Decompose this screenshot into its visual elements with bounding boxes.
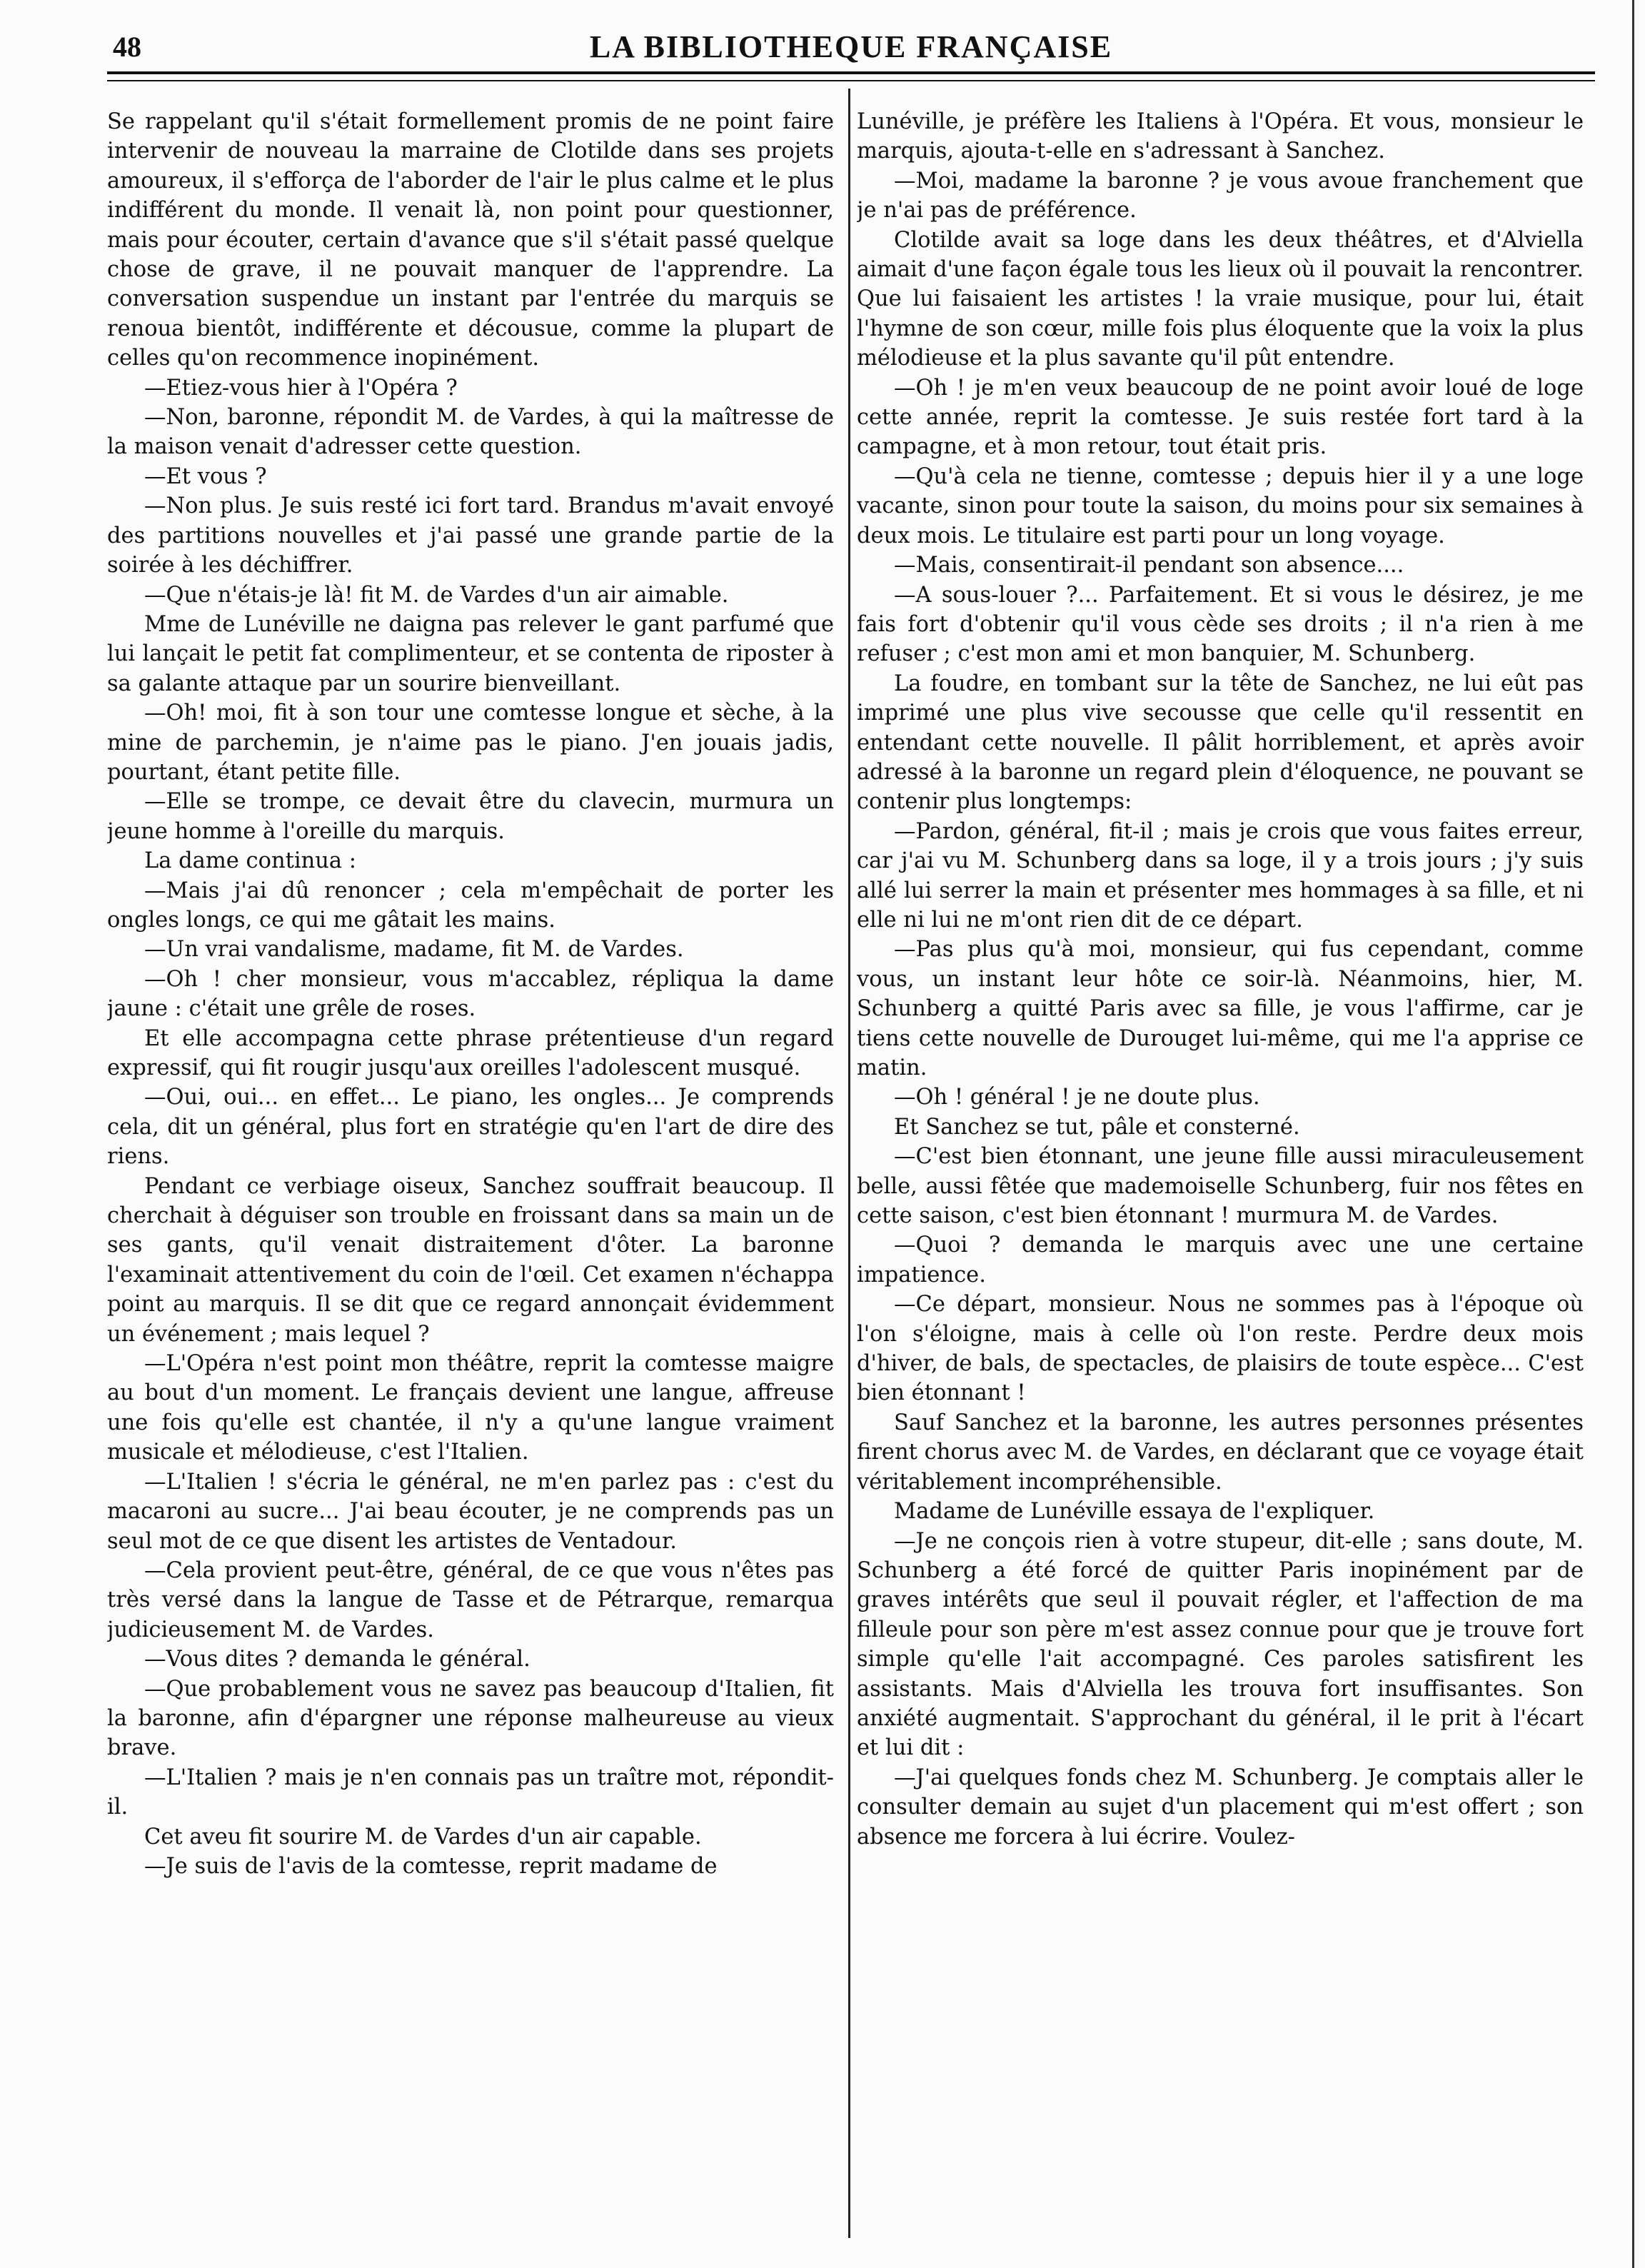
paragraph: —Vous dites ? demanda le général. (144, 1647, 530, 1672)
paragraph: La dame continua : (144, 848, 357, 874)
paragraph: —Oh! moi, fit à son tour une comtesse longue et sèche, à la mine de parchemin, je n'aime pas le piano. J'en jouais jadis, pourtant, étant petite fille. (107, 701, 834, 785)
page-header (107, 26, 1595, 69)
paragraph: —Non, baronne, répondit M. de Vardes, à qui la maîtresse de la maison venait d'adresser cette question. (107, 405, 834, 460)
paragraph: —Quoi ? demanda le marquis avec une une certaine impatience. (857, 1233, 1584, 1288)
paragraph: —Mais j'ai dû renoncer ; cela m'empêchait de porter les ongles longs, ce qui me gâtait les mains. (107, 878, 834, 933)
paragraph: —Qu'à cela ne tienne, comtesse ; depuis hier il y a une loge vacante, sinon pour toute la saison, du moins pour six semaines à deux mois. Le titulaire est parti pour un long voyage. (857, 463, 1584, 548)
paragraph: —Pardon, général, fit-il ; mais je crois que vous faites erreur, car j'ai vu M. Schunberg dans sa loge, il y a trois jours ; j'y suis allé lui serrer la main et présenter mes hommages à sa fille, et ni elle ni lui ne m'ont rien dit de ce départ. (857, 818, 1584, 933)
paragraph: La foudre, en tombant sur la tête de Sanchez, ne lui eût pas imprimé une plus vive secousse que celle qu'il ressentit en entendant cette nouvelle. Il pâlit horriblement, et après avoir adressé à la baronne un regard plein d'éloquence, ne pouvant se contenir plus longtemps: (857, 671, 1584, 815)
left-column (107, 107, 834, 2242)
running-title: LA BIBLIOTHEQUE FRANÇAISE (589, 29, 1113, 64)
paragraph: —Mais, consentirait-il pendant son absence.... (894, 553, 1404, 578)
paragraph: —Oh ! cher monsieur, vous m'accablez, répliqua la dame jaune : c'était une grêle de roses. (107, 966, 834, 1022)
paragraph: —Cela provient peut-être, général, de ce que vous n'êtes pas très versé dans la langue de Tasse et de Pétrarque, remarqua judicieusement M. de Vardes. (107, 1557, 834, 1642)
paragraph: —Oui, oui... en effet... Le piano, les ongles... Je comprends cela, dit un général, plus fort en stratégie qu'en l'art de dire des riens. (107, 1085, 834, 1170)
paragraph: —L'Italien ? mais je n'en connais pas un traître mot, répondit-il. (107, 1765, 834, 1820)
paragraph: —Que n'étais-je là! fit M. de Vardes d'un air aimable. (144, 582, 729, 608)
page-edge-line (1632, 0, 1634, 2268)
paragraph: Et elle accompagna cette phrase prétentieuse d'un regard expressif, qui fit rougir jusqu'aux oreilles l'adolescent musqué. (107, 1025, 834, 1080)
paragraph: —Moi, madame la baronne ? je vous avoue franchement que je n'ai pas de préférence. (857, 168, 1584, 224)
paragraph: —C'est bien étonnant, une jeune fille aussi miraculeusement belle, aussi fêtée que mademoiselle Schunberg, fuir nos fêtes en cette saison, c'est bien étonnant ! murmura M. de Vardes. (857, 1144, 1584, 1229)
paragraph: —A sous-louer ?... Parfaitement. Et si vous le désirez, je me fais fort d'obtenir qu'il vous cède ses droits ; il n'a rien à me refuser ; c'est mon ami et mon banquier, M. Schunberg. (857, 582, 1584, 667)
paragraph: —Et vous ? (144, 463, 267, 489)
paragraph: Mme de Lunéville ne daigna pas relever le gant parfumé que lui lançait le petit fat complimenteur, et se contenta de riposter à sa galante attaque par un sourire bienveillant. (107, 611, 834, 696)
paragraph: —L'Italien ! s'écria le général, ne m'en parlez pas : c'est du macaroni au sucre... J'ai beau écouter, je ne comprends pas un seul mot de ce que disent les artistes de Ventadour. (107, 1469, 834, 1554)
paragraph: —Ce départ, monsieur. Nous ne sommes pas à l'époque où l'on s'éloigne, mais à celle où l'on reste. Perdre deux mois d'hiver, de bals, de spectacles, de plaisirs de toute espèce... C'est bien étonnant ! (857, 1292, 1584, 1406)
paragraph: —Oh ! général ! je ne doute plus. (894, 1085, 1260, 1110)
paragraph: —Elle se trompe, ce devait être du clavecin, murmura un jeune homme à l'oreille du marquis. (107, 789, 834, 844)
paragraph: Lunéville, je préfère les Italiens à l'Opéra. Et vous, monsieur le marquis, ajouta-t-elle en s'adressant à Sanchez. (857, 109, 1584, 164)
paragraph: —Non plus. Je suis resté ici fort tard. Brandus m'avait envoyé des partitions nouvelles et j'ai passé une grande partie de la soirée à les déchiffrer. (107, 493, 834, 578)
page-number: 48 (113, 31, 141, 63)
paragraph: —Un vrai vandalisme, madame, fit M. de Vardes. (144, 937, 684, 963)
paragraph: —Je suis de l'avis de la comtesse, reprit madame de (144, 1853, 718, 1879)
column-divider (848, 89, 850, 2238)
paragraph: —L'Opéra n'est point mon théâtre, reprit la comtesse maigre au bout d'un moment. Le français devient une langue, affreuse une fois qu'elle est chantée, il n'y a qu'une langue vraiment musicale et mélodieuse, c'est l'Italien. (107, 1351, 834, 1465)
paragraph: —Etiez-vous hier à l'Opéra ? (144, 375, 458, 401)
paragraph: —J'ai quelques fonds chez M. Schunberg. Je comptais aller le consulter demain au sujet d'un placement qui m'est offert ; son absence me forcera à lui écrire. Voulez- (857, 1765, 1584, 1850)
paragraph: Clotilde avait sa loge dans les deux théâtres, et d'Alviella aimait d'une façon égale tous les lieux où il pouvait la rencontrer. Que lui faisaient les artistes ! la vraie musique, pour lui, était l'hymne de son cœur, mille fois plus éloquente que la voix la plus mélodieuse et la plus savante qu'il pût entendre. (857, 227, 1584, 371)
paragraph: Pendant ce verbiage oiseux, Sanchez souffrait beaucoup. Il cherchait à déguiser son trouble en froissant dans sa main un de ses gants, qu'il venait distraitement d'ôter. La baronne l'examinait attentivement du coin de l'œil. Cet examen n'échappa point au marquis. Il se dit que ce regard annonçait évidemment un événement ; mais lequel ? (107, 1173, 834, 1347)
paragraph: —Que probablement vous ne savez pas beaucoup d'Italien, fit la baronne, afin d'épargner une réponse malheureuse au vieux brave. (107, 1676, 834, 1761)
paragraph: Se rappelant qu'il s'était formellement promis de ne point faire intervenir de nouveau la marraine de Clotilde dans ses projets amoureux, il s'efforça de l'aborder de l'air le plus calme et le plus indifférent du monde. Il venait là, non point pour questionner, mais pour écouter, certain d'avance que s'il s'était passé quelque chose de grave, il ne pouvait manquer de l'apprendre. La conversation suspendue un instant par l'entrée du marquis se renoua bientôt, indifférente et décousue, comme la plupart de celles qu'on recommence inopinément. (107, 109, 834, 371)
paragraph: —Oh ! je m'en veux beaucoup de ne point avoir loué de loge cette année, reprit la comtesse. Je suis restée fort tard à la campagne, et à mon retour, tout était pris. (857, 375, 1584, 460)
paragraph: Cet aveu fit sourire M. de Vardes d'un air capable. (144, 1824, 702, 1850)
paragraph: Sauf Sanchez et la baronne, les autres personnes présentes firent chorus avec M. de Vardes, en déclarant que ce voyage était véritablement incompréhensible. (857, 1410, 1584, 1495)
right-column (857, 107, 1584, 2242)
paragraph: —Je ne conçois rien à votre stupeur, dit-elle ; sans doute, M. Schunberg a été forcé de quitter Paris inopinément par de graves intérêts que seul il pouvait régler, et l'affection de ma filleule pour son père m'est assez connue pour que je trouve fort simple qu'elle l'ait accompagné. Ces paroles satisfirent les assistants. Mais d'Alviella les trouva fort insuffisantes. Son anxiété augmentait. S'approchant du général, il le prit à l'écart et lui dit : (857, 1528, 1584, 1761)
paragraph: —Pas plus qu'à moi, monsieur, qui fus cependant, comme vous, un instant leur hôte ce soir-là. Néanmoins, hier, M. Schunberg a quitté Paris avec sa fille, je vous l'affirme, car je tiens cette nouvelle de Durouget lui-même, qui me l'a apprise ce matin. (857, 937, 1584, 1080)
header-rule (107, 71, 1595, 81)
paragraph: Madame de Lunéville essaya de l'expliquer. (894, 1499, 1375, 1525)
paragraph: Et Sanchez se tut, pâle et consterné. (894, 1114, 1300, 1140)
